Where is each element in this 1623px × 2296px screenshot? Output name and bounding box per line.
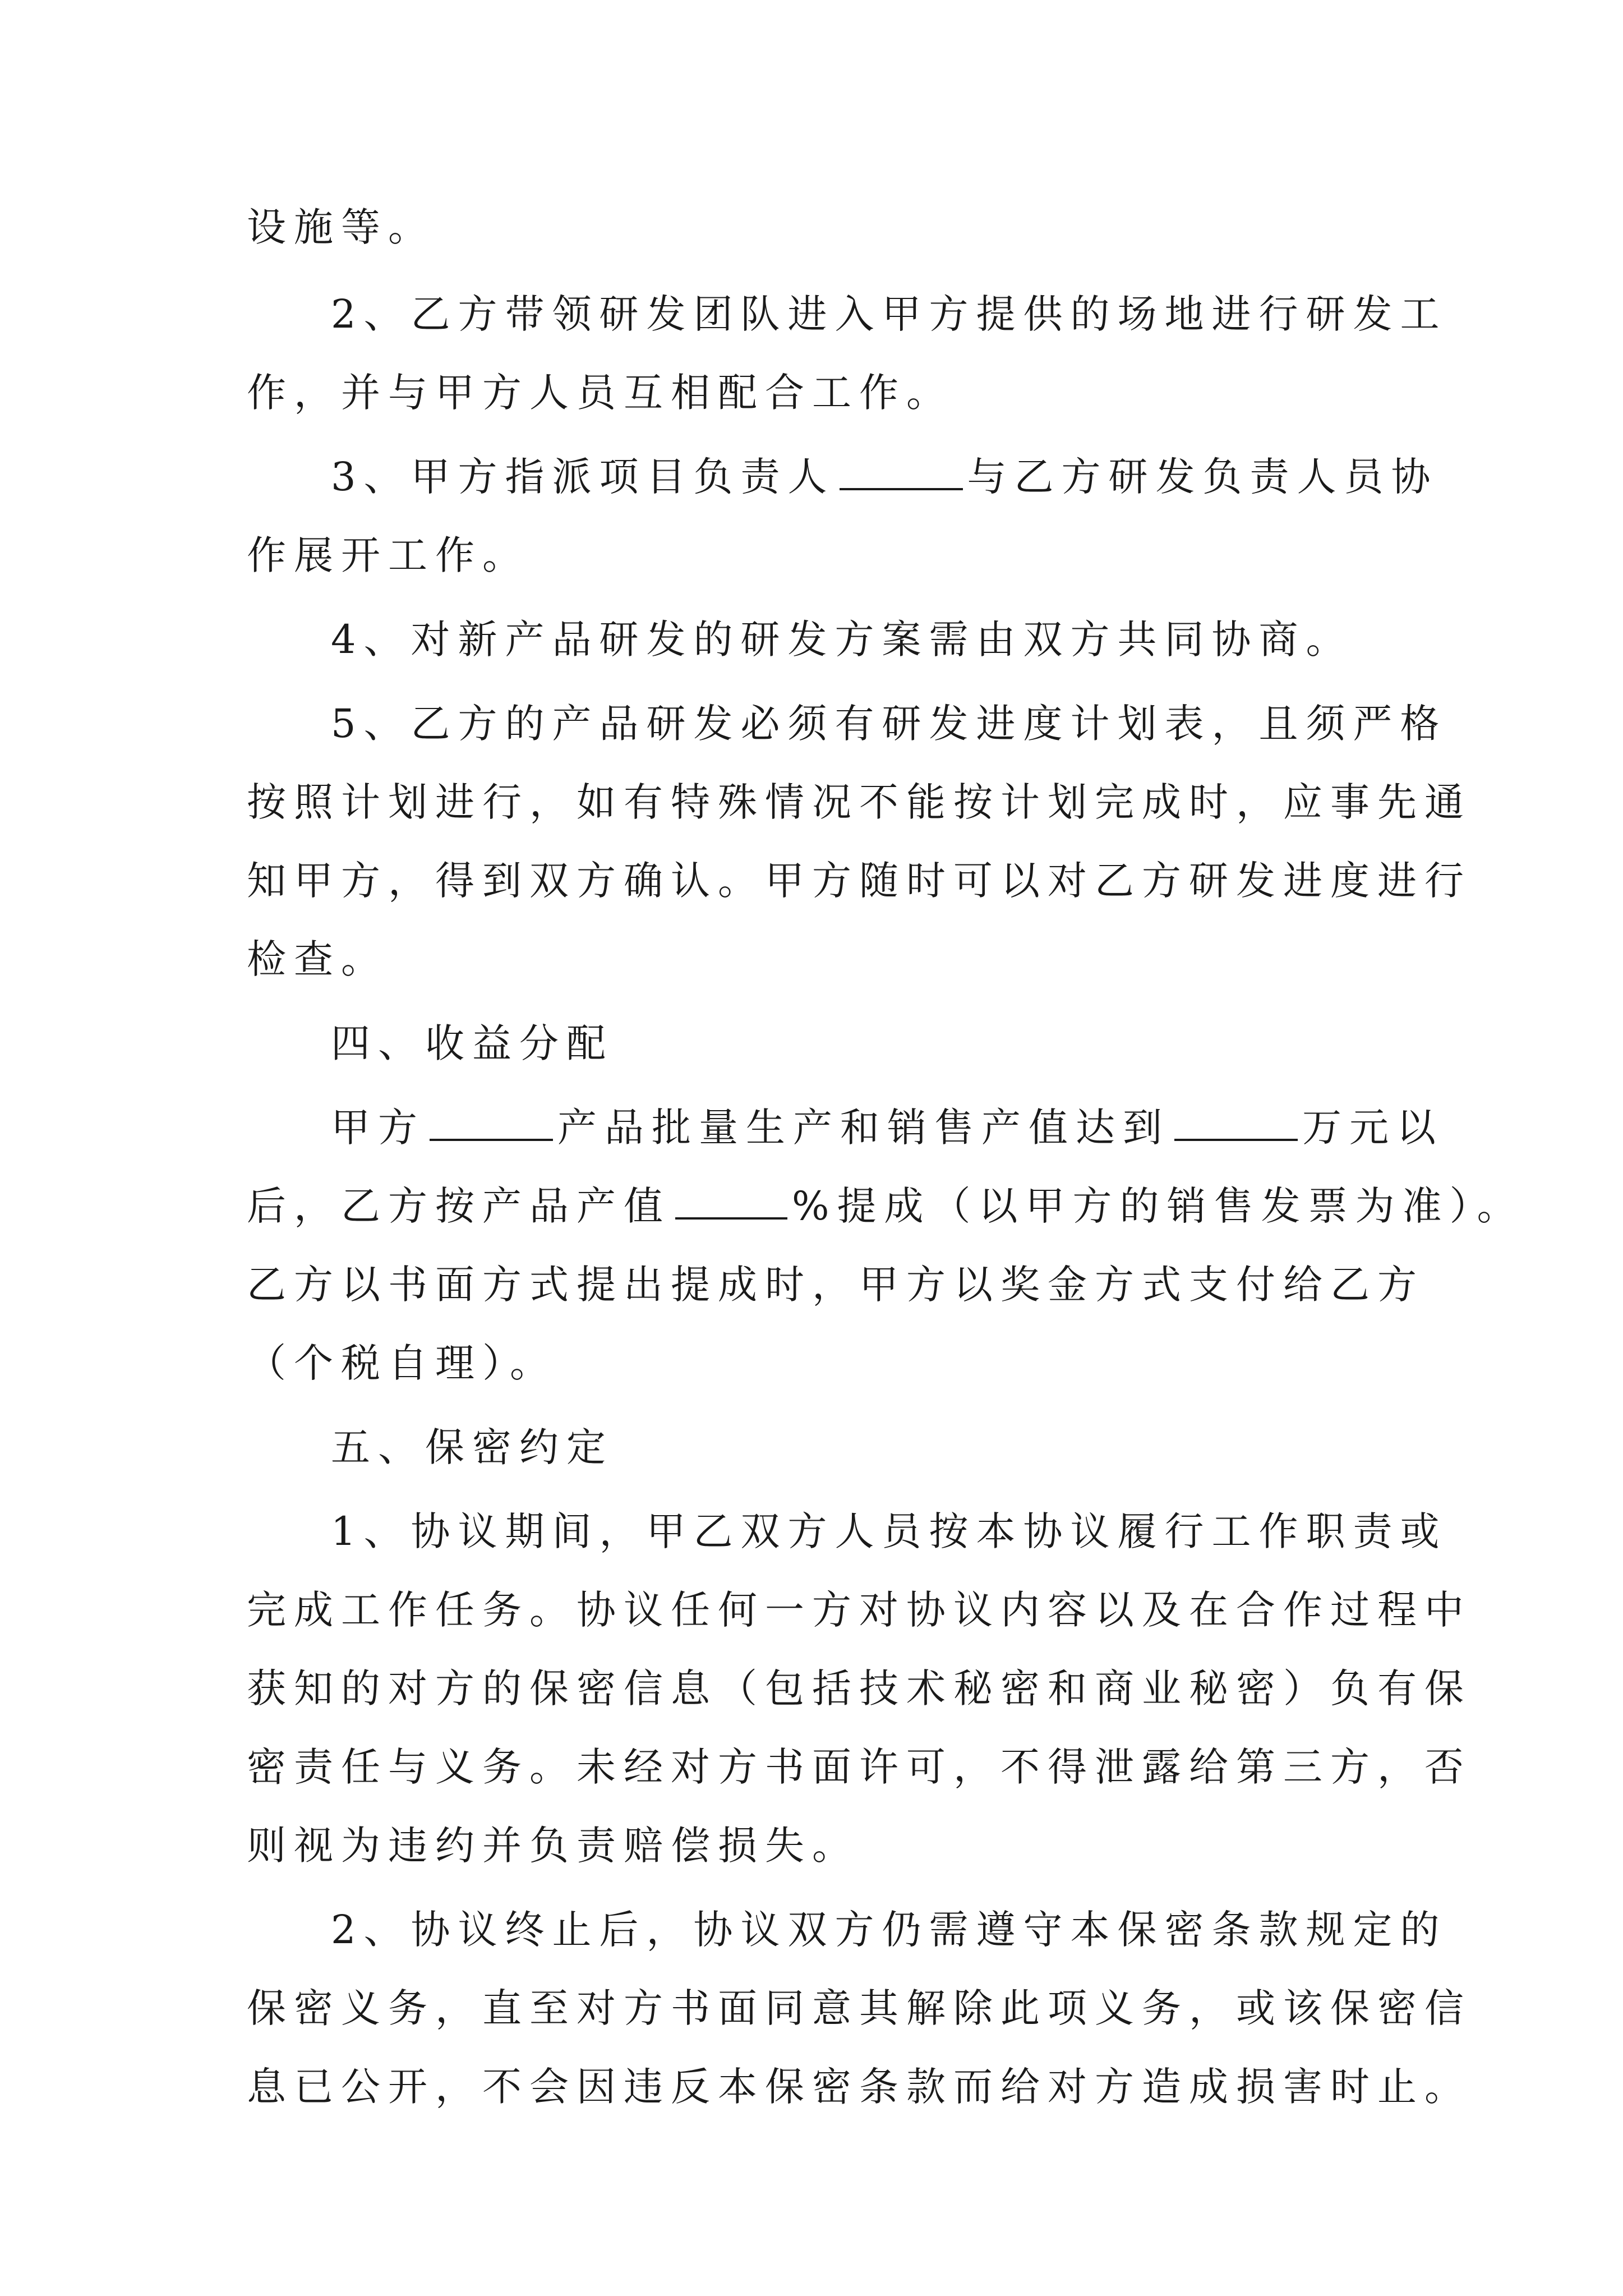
text-segment: 万元以 — [1302, 1105, 1444, 1151]
text-segment: 密责任与义务。未经对方书面许可，不得泄露给第三方，否 — [247, 1744, 1472, 1790]
text-line — [247, 1728, 1604, 1806]
text-line — [331, 684, 1623, 763]
text-segment: （个税自理）。 — [247, 1340, 557, 1386]
text-segment: 4、对新产品研发的研发方案需由双方共同协商。 — [331, 616, 1353, 662]
text-line — [331, 1088, 1623, 1167]
text-line — [331, 1890, 1623, 1969]
text-segment: 5、乙方的产品研发必须有研发进度计划表，且须严格 — [331, 701, 1447, 747]
section-heading — [331, 1408, 1623, 1487]
text-line — [247, 516, 1604, 595]
text-segment: 保密义务，直至对方书面同意其解除此项义务，或该保密信 — [247, 1985, 1472, 2031]
text-line — [331, 438, 1623, 516]
fill-in-blank — [430, 1099, 553, 1141]
text-line — [247, 188, 1604, 266]
text-line — [247, 1167, 1604, 1245]
text-segment: 设施等。 — [247, 204, 435, 250]
text-segment: 与乙方研发负责人员协 — [967, 454, 1438, 500]
text-segment: 四、收益分配 — [331, 1020, 614, 1066]
text-segment: 2、协议终止后，协议双方仍需遵守本保密条款规定的 — [331, 1907, 1447, 1953]
text-segment: 产品批量生产和销售产值达到 — [557, 1105, 1170, 1151]
text-segment: 完成工作任务。协议任何一方对协议内容以及在合作过程中 — [247, 1587, 1472, 1633]
text-line — [247, 353, 1604, 432]
text-line — [247, 920, 1604, 999]
text-segment: 五、保密约定 — [331, 1424, 614, 1470]
text-segment: 作，并与甲方人员互相配合工作。 — [247, 370, 953, 416]
text-line — [247, 1245, 1604, 1324]
text-segment: 作展开工作。 — [247, 532, 529, 578]
text-segment: 则视为违约并负责赔偿损失。 — [247, 1823, 859, 1869]
text-line — [247, 1571, 1604, 1649]
text-segment: 后，乙方按产品产值 — [247, 1183, 671, 1229]
text-segment: %提成（以甲方的销售发票为准）。 — [792, 1183, 1524, 1229]
fill-in-blank — [840, 449, 963, 490]
text-segment: 息已公开，不会因违反本保密条款而给对方造成损害时止。 — [247, 2064, 1472, 2110]
text-line — [247, 1649, 1604, 1728]
text-line — [331, 600, 1623, 679]
text-line — [247, 1806, 1604, 1885]
text-segment: 知甲方，得到双方确认。甲方随时可以对乙方研发进度进行 — [247, 858, 1472, 904]
text-segment: 乙方以书面方式提出提成时，甲方以奖金方式支付给乙方 — [247, 1262, 1424, 1308]
text-segment: 1、协议期间，甲乙双方人员按本协议履行工作职责或 — [331, 1508, 1447, 1554]
text-segment: 检查。 — [247, 936, 388, 982]
text-line — [247, 841, 1604, 920]
section-heading — [331, 1004, 1623, 1083]
fill-in-blank — [675, 1178, 787, 1220]
text-segment: 3、甲方指派项目负责人 — [331, 454, 835, 500]
text-line — [331, 1492, 1623, 1571]
text-line — [247, 1969, 1604, 2047]
text-line — [247, 763, 1604, 841]
text-segment: 2、乙方带领研发团队进入甲方提供的场地进行研发工 — [331, 291, 1447, 337]
fill-in-blank — [1174, 1099, 1298, 1141]
text-line — [247, 2047, 1604, 2126]
text-line — [331, 275, 1623, 353]
text-segment: 按照计划进行，如有特殊情况不能按计划完成时，应事先通 — [247, 779, 1472, 825]
text-segment: 获知的对方的保密信息（包括技术秘密和商业秘密）负有保 — [247, 1665, 1472, 1711]
text-line — [247, 1324, 1604, 1402]
text-segment: 甲方 — [331, 1105, 425, 1151]
